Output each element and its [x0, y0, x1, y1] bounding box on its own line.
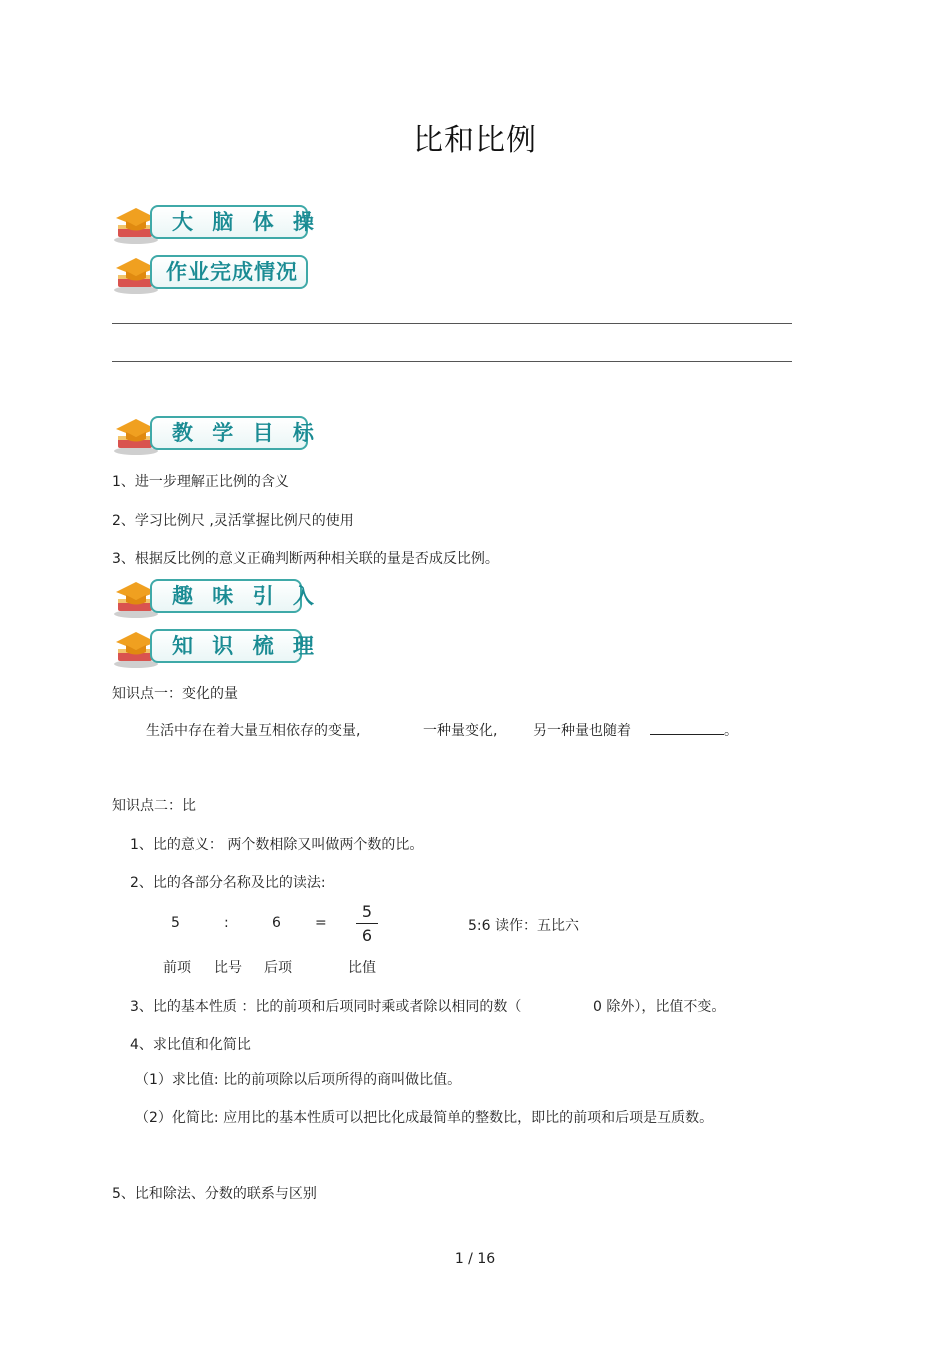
kp2-item2: 2、比的各部分名称及比的读法: [130, 875, 326, 891]
answer-line [112, 361, 792, 362]
ratio-reading: 5:6 读作：五比六 [468, 918, 579, 934]
banner-label: 大 脑 体 操 [150, 205, 308, 239]
kp1-heading: 知识点一：变化的量 [112, 686, 238, 702]
ratio-antecedent: 5 [171, 915, 180, 931]
kp2-item4: 4、求比值和化简比 [130, 1037, 251, 1053]
fraction-numerator: 5 [361, 902, 373, 921]
banner-label: 教 学 目 标 [150, 416, 308, 450]
kp2-item1: 1、比的意义： 两个数相除又叫做两个数的比。 [130, 837, 424, 853]
fraction-bar [356, 923, 378, 924]
kp1-text-end: 。 [724, 723, 738, 739]
ratio-colon: : [224, 915, 229, 931]
kp2-item3-b: 0 除外），比值不变。 [593, 999, 726, 1015]
section-banner-brain-exercise [112, 200, 320, 246]
kp1-text-a: 生活中存在着大量互相依存的变量, [146, 723, 361, 739]
page-number: 1 / 16 [454, 1251, 496, 1267]
goal-item: 3、根据反比例的意义正确判断两种相关联的量是否成反比例。 [112, 551, 499, 567]
goal-item: 1、进一步理解正比例的含义 [112, 474, 289, 490]
answer-line [112, 323, 792, 324]
section-banner-knowledge [112, 624, 320, 670]
section-banner-fun-intro [112, 574, 320, 620]
banner-label: 作业完成情况 [150, 255, 308, 289]
kp2-sub1: （1）求比值: 比的前项除以后项所得的商叫做比值。 [135, 1072, 462, 1088]
section-banner-homework [112, 250, 308, 296]
banner-label: 知 识 梳 理 [150, 629, 302, 663]
label-antecedent: 前项 [163, 960, 191, 976]
kp2-sub2: （2）化简比: 应用比的基本性质可以把比化成最简单的整数比，即比的前项和后项是互质数。 [135, 1110, 714, 1126]
banner-label: 趣 味 引 入 [150, 579, 302, 613]
kp2-item3-a: 3、比的基本性质 ：比的前项和后项同时乘或者除以相同的数（ [130, 999, 522, 1015]
section-banner-teaching-goals [112, 411, 320, 457]
kp1-text-c: 另一种量也随着 [533, 723, 631, 739]
kp2-heading: 知识点二：比 [112, 798, 196, 814]
label-consequent: 后项 [264, 960, 292, 976]
fraction-denominator: 6 [361, 926, 373, 945]
goal-item: 2、学习比例尺 ,灵活掌握比例尺的使用 [112, 513, 354, 529]
label-colon: 比号 [214, 960, 242, 976]
kp1-text-b: 一种量变化, [423, 723, 498, 739]
label-ratio-value: 比值 [348, 960, 376, 976]
ratio-equals: = [315, 915, 327, 931]
ratio-fraction [356, 902, 378, 945]
ratio-consequent: 6 [272, 915, 281, 931]
kp1-blank-line [650, 720, 738, 740]
page-title: 比和比例 [413, 123, 537, 158]
kp2-item5: 5、比和除法、分数的联系与区别 [112, 1186, 317, 1202]
